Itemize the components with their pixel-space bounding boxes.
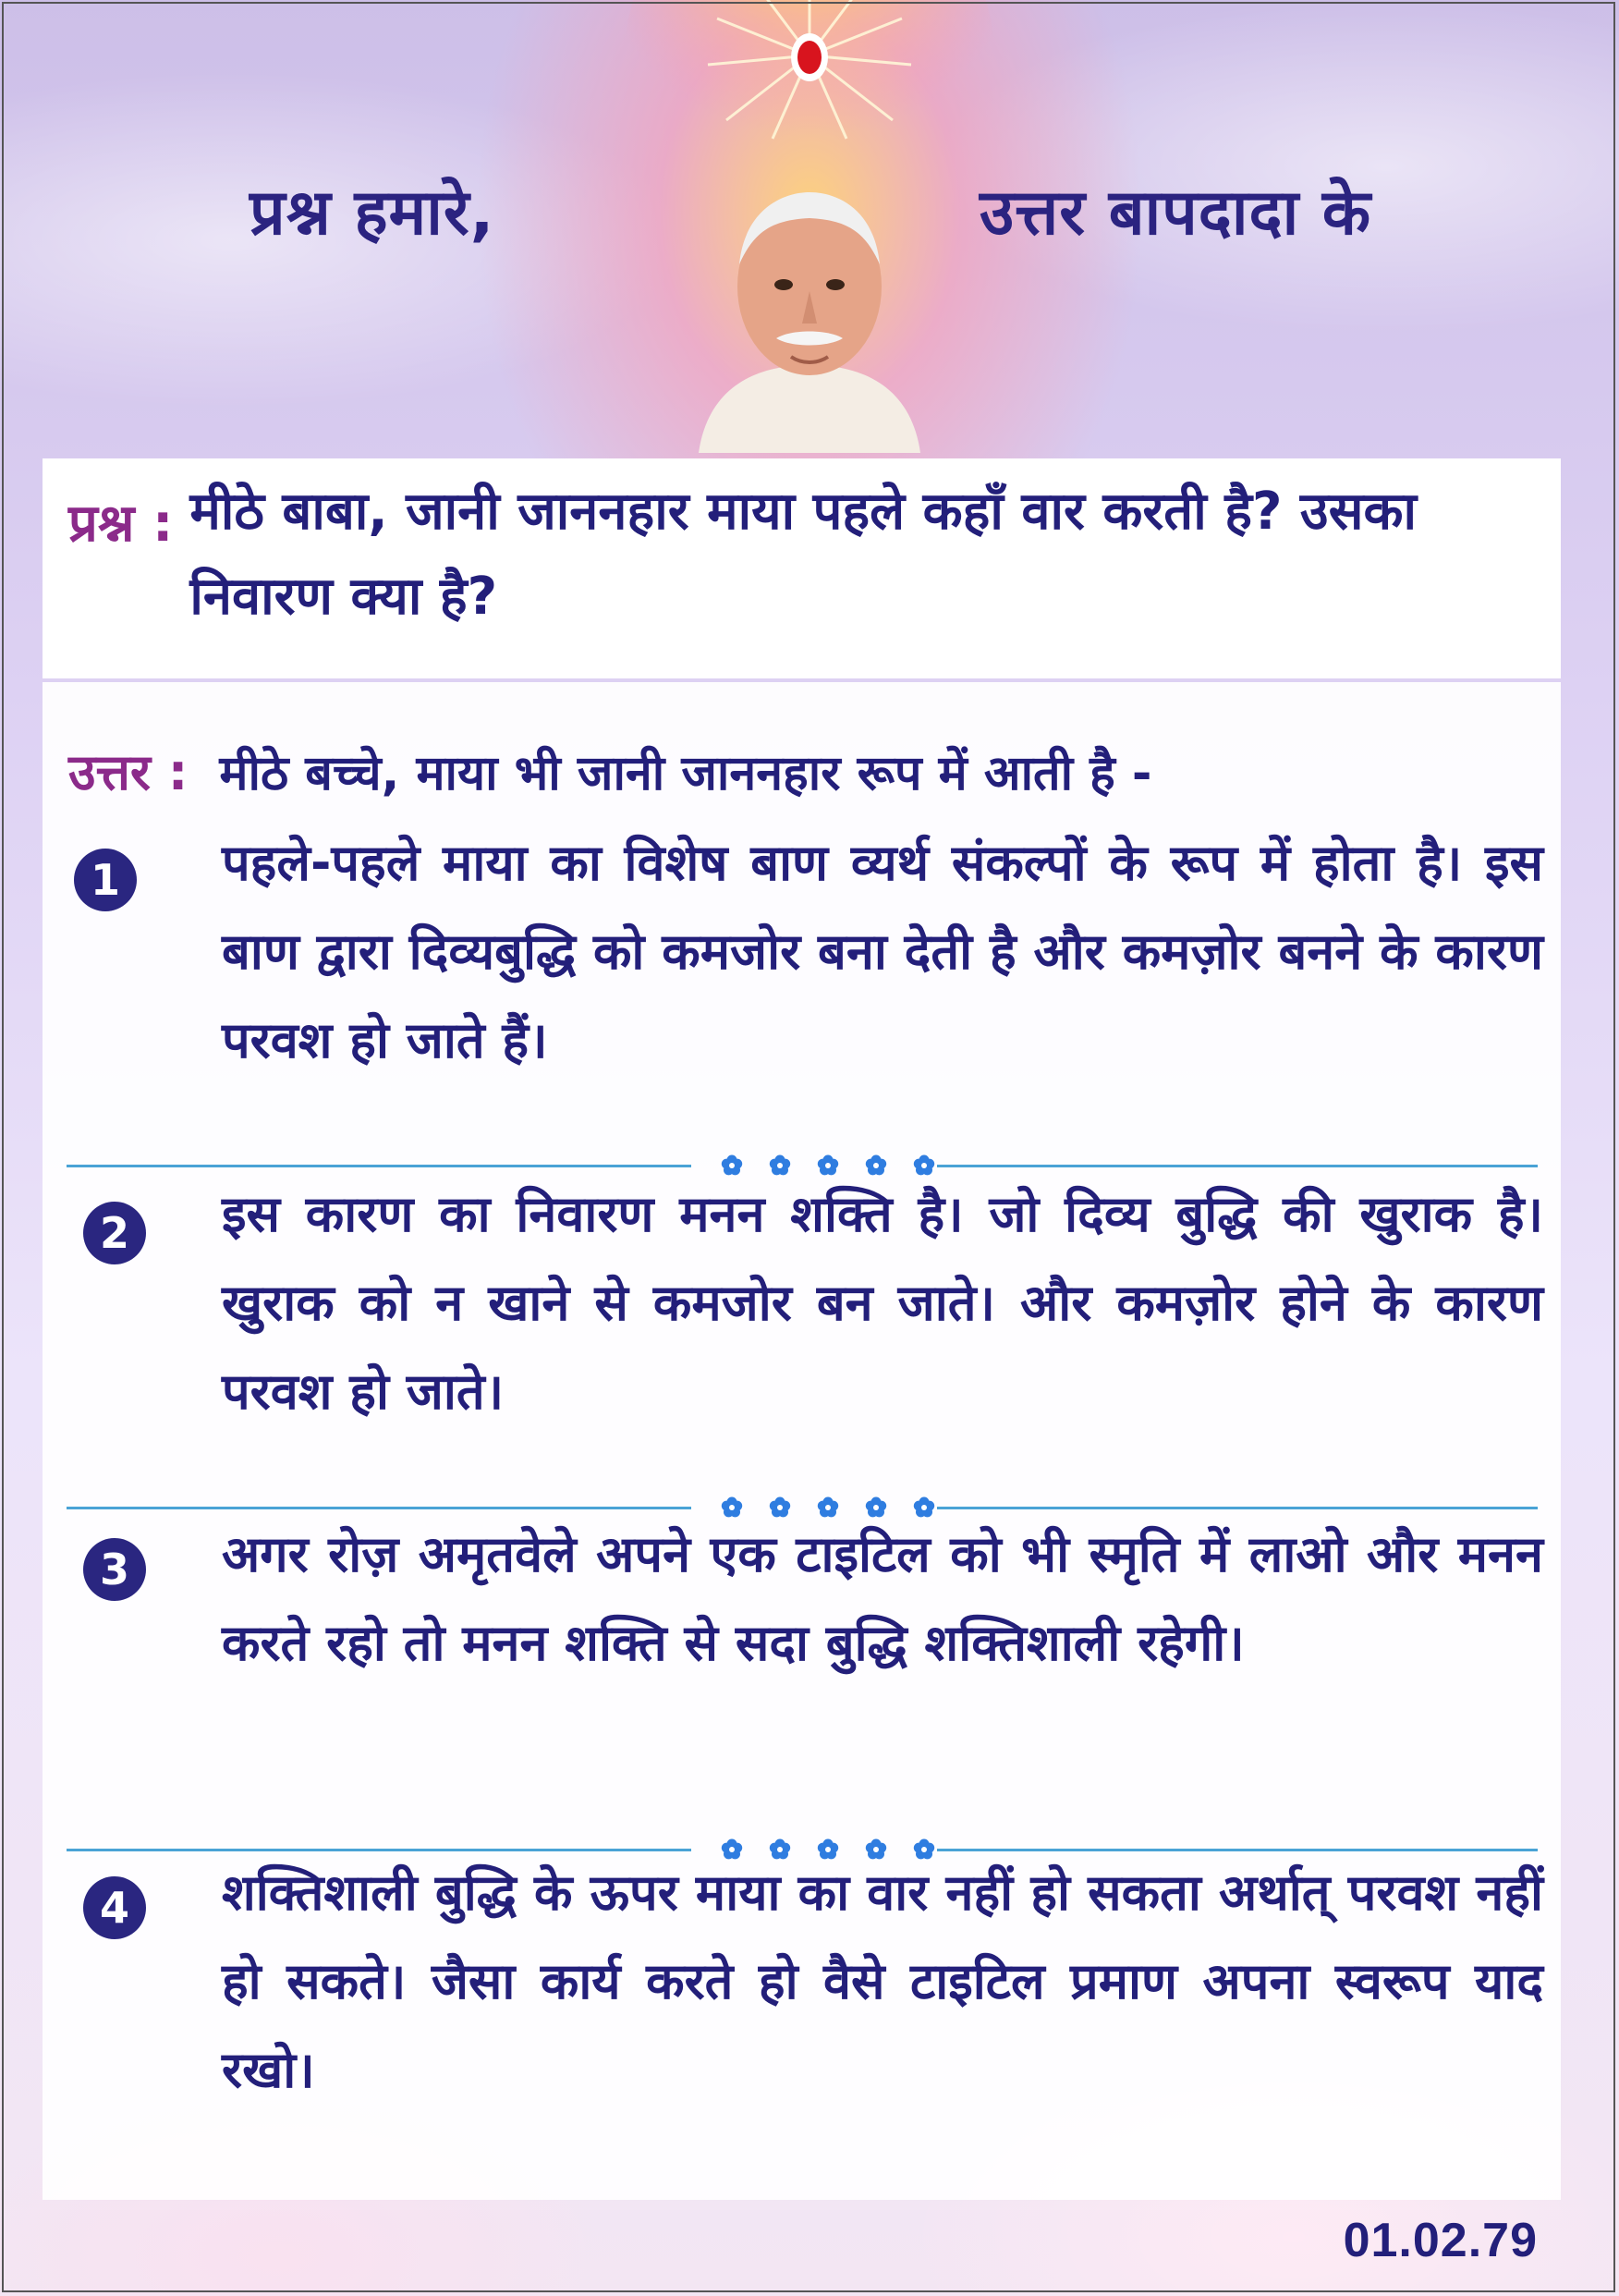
point-number-badge: 3	[83, 1538, 146, 1601]
answer-box	[43, 682, 1561, 2200]
point-text: पहले-पहले माया का विशेष बाण व्यर्थ संकल्पों के रूप में होता है। इस बाण द्वारा दिव्यबुद्धि को कमजोर बना देती है और कमज़ोर बनने के कारण परवश हो जाते हैं।	[222, 834, 1543, 1069]
header-left-title: प्रश्न हमारे,	[250, 177, 495, 250]
light-point-icon	[791, 33, 828, 81]
answer-intro	[68, 736, 1151, 804]
point-text: अगर रोज़ अमृतवेले अपने एक टाइटिल को भी स्मृति में लाओ और मनन करते रहो तो मनन शक्ति से सदा बुद्धि शक्तिशाली रहेगी।	[222, 1525, 1543, 1672]
answer-intro-text: मीठे बच्चे, माया भी जानी जाननहार रूप में आती है -	[219, 746, 1152, 801]
date-label: 01.02.79	[1343, 2214, 1538, 2267]
question-text: मीठे बाबा, जानी जाननहार माया पहले कहाँ वार करती है? उसका निवारण क्या है?	[189, 482, 1417, 627]
question-label: प्रश्न :	[68, 494, 174, 554]
answer-label: उत्तर :	[68, 743, 189, 801]
point-number-badge: 1	[74, 849, 137, 911]
point-text: शक्तिशाली बुद्धि के ऊपर माया का वार नहीं हो सकता अर्थात् परवश नहीं हो सकते। जैसा कार्य करते हो वैसे टाइटिल प्रमाण अपना स्वरूप याद रखो।	[222, 1863, 1543, 2099]
point-number-badge: 2	[83, 1202, 146, 1264]
portrait-image	[699, 176, 920, 453]
header-right-title: उत्तर बापदादा के	[980, 177, 1372, 250]
point-number-badge: 4	[83, 1876, 146, 1939]
point-text: इस कारण का निवारण मनन शक्ति है। जो दिव्य बुद्धि की खुराक है। खुराक को न खाने से कमजोर बन जाते। और कमज़ोर होने के कारण परवश हो जाते।	[222, 1185, 1543, 1421]
question-box	[43, 458, 1561, 678]
